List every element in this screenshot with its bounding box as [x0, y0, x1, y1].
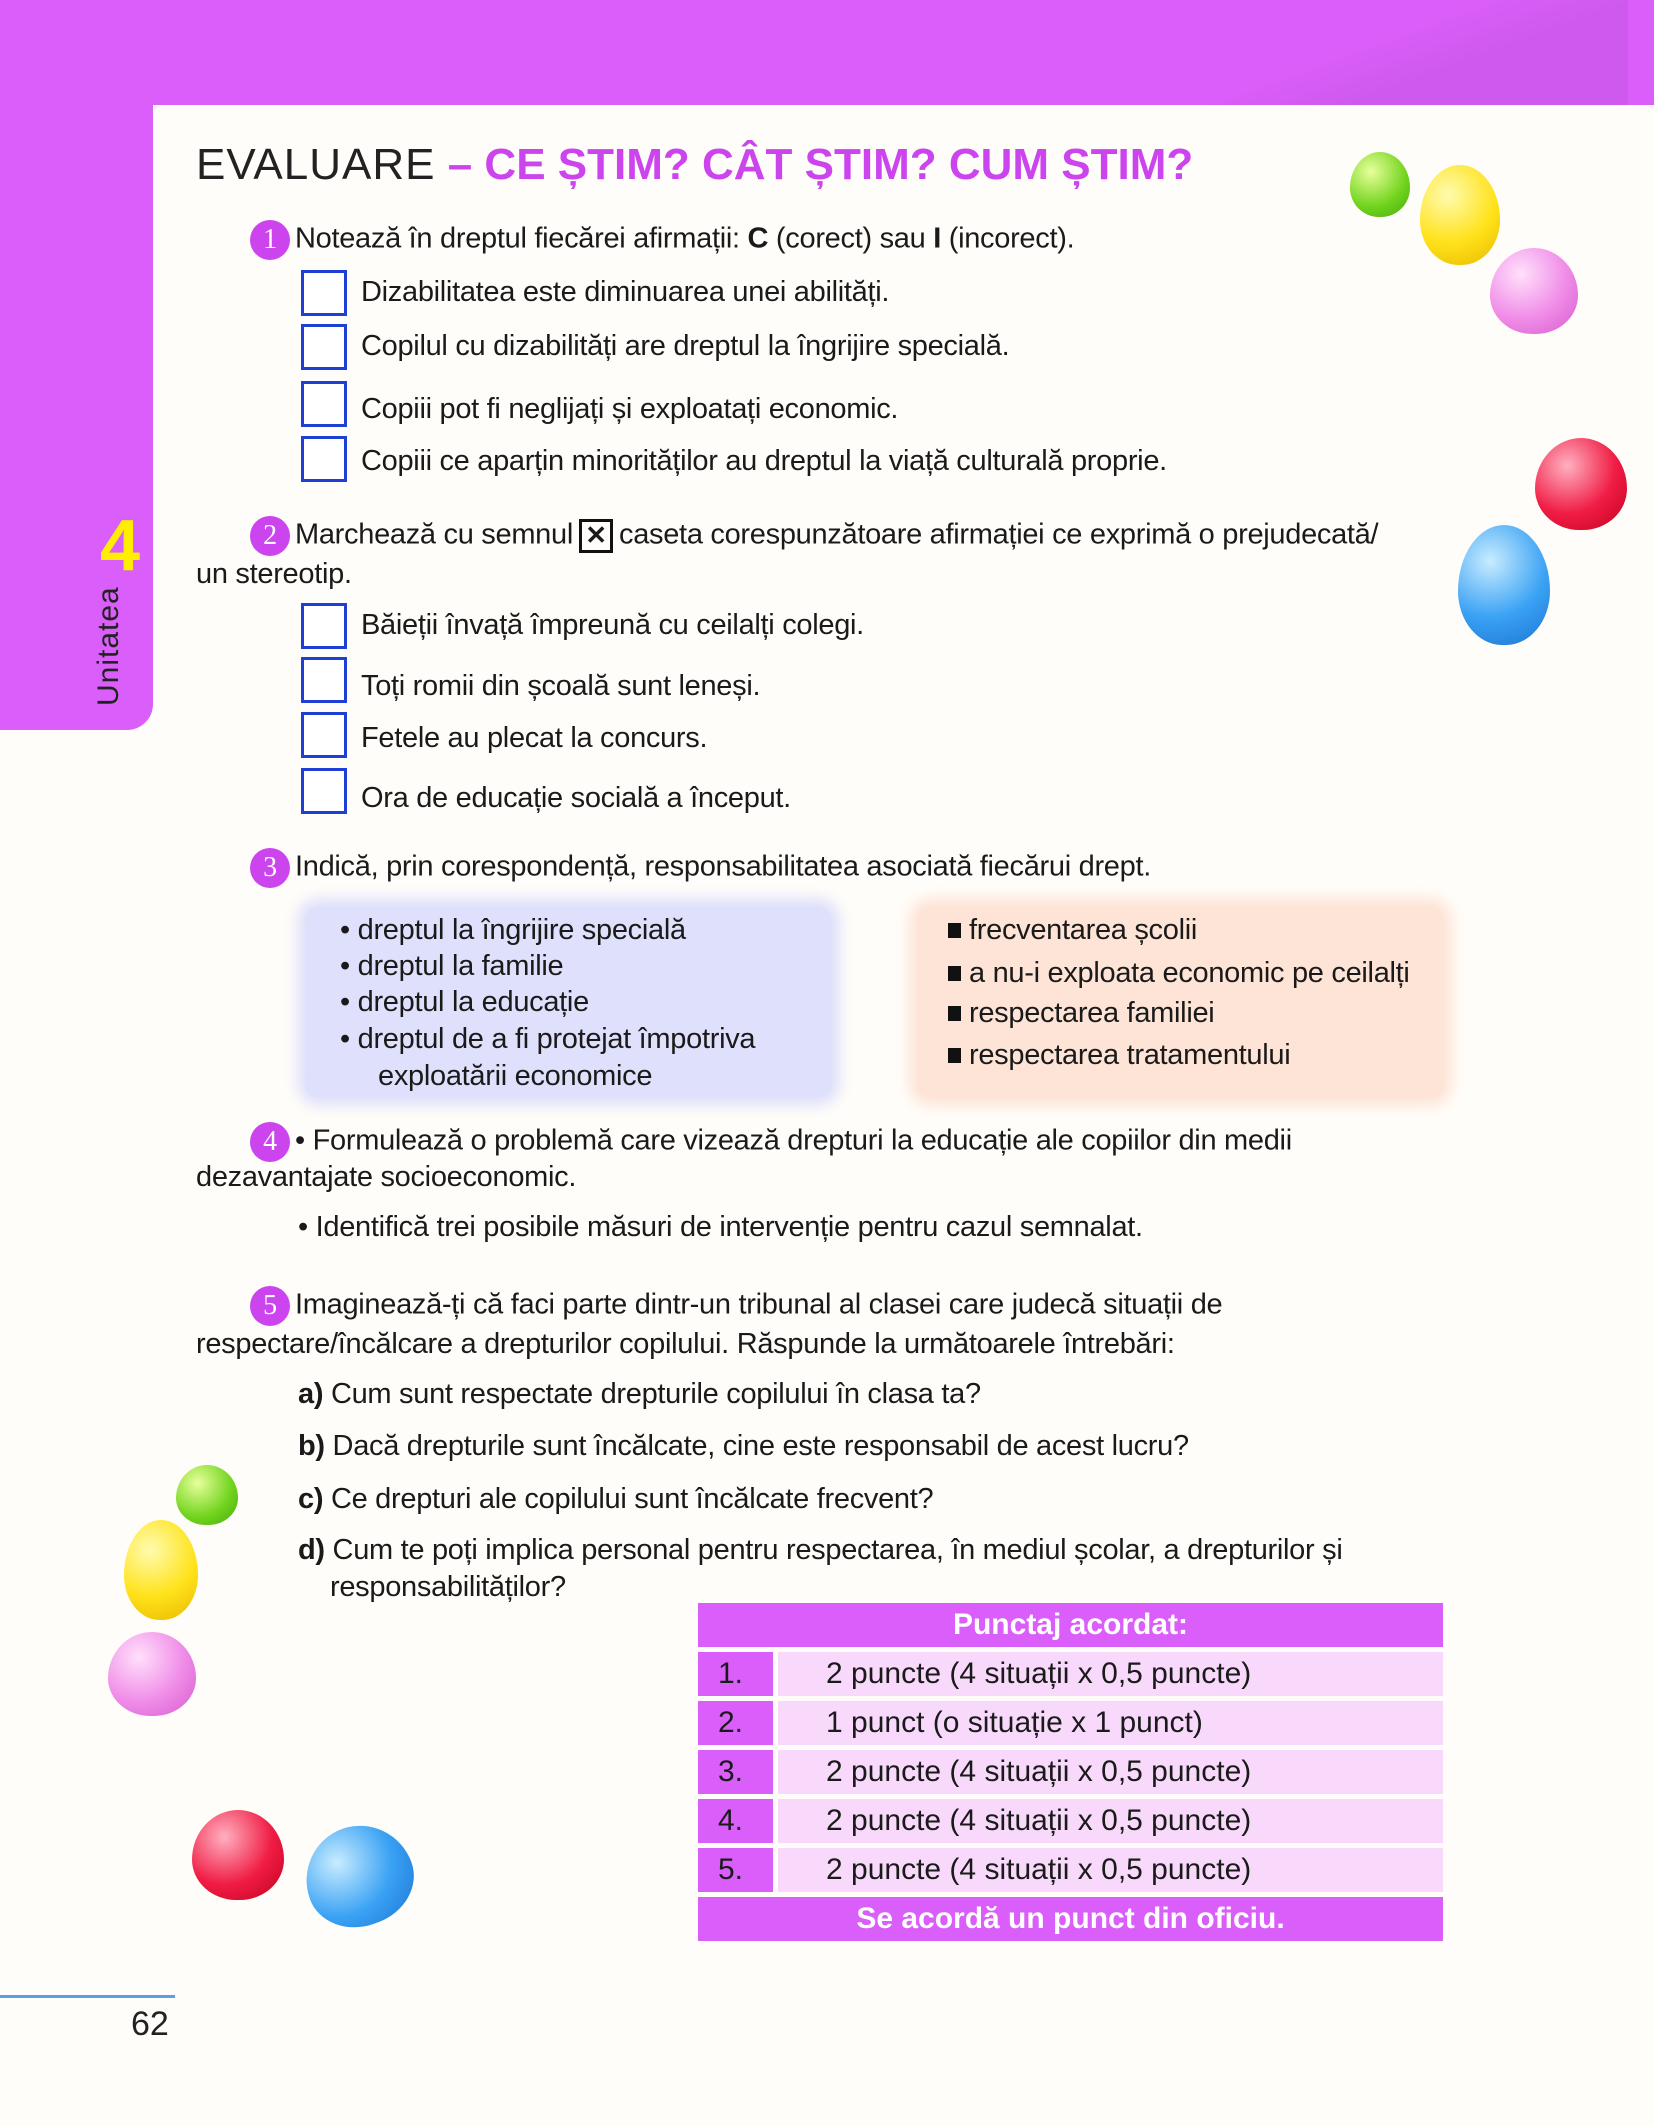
sub-text: Cum sunt respectate drepturile copilului în clasa ta? [330, 1378, 981, 1410]
sub-label: a) [298, 1378, 324, 1410]
sub-question [298, 1378, 981, 1411]
question-text: Indică, prin corespondență, responsabilitatea asociată fiecărui drept. [295, 850, 1151, 883]
statement: Copiii ce aparțin minorităților au dreptul la viață culturală proprie. [361, 445, 1167, 477]
score-table [698, 1603, 1443, 1941]
question-5 [250, 1286, 1222, 1326]
statement: Copiii pot fi neglijați și exploatați economic. [361, 393, 899, 425]
pink-balloon-icon [108, 1632, 196, 1716]
responsibility-text: respectarea tratamentului [969, 1039, 1291, 1071]
responsibility-text: a nu-i exploata economic pe ceilalți [969, 957, 1410, 989]
statement: Fetele au plecat la concurs. [361, 722, 708, 754]
yellow-balloon-icon [124, 1520, 198, 1620]
question-number-badge: 2 [250, 516, 290, 556]
yellow-balloon-icon [1420, 165, 1500, 265]
sub-text: responsabilităților? [330, 1571, 566, 1603]
score-title: Punctaj acordat: [698, 1603, 1443, 1647]
sub-label: b) [298, 1430, 325, 1462]
pink-balloon-icon [1490, 248, 1578, 334]
answer-box[interactable] [301, 324, 347, 370]
question-3 [250, 848, 1151, 888]
statement: Dizabilitatea este diminuarea unei abilități. [361, 276, 890, 308]
question-text: dezavantajate socioeconomic. [196, 1161, 577, 1193]
right-item: • dreptul la educație [340, 986, 589, 1018]
question-text: • Formulează o problemă care vizează drepturi la educație ale copiilor din medii [295, 1124, 1292, 1157]
right-item: • dreptul de a fi protejat împotriva [340, 1023, 756, 1055]
table-row [698, 1848, 1443, 1892]
row-number: 2. [698, 1701, 773, 1745]
question-text: caseta corespunzătoare afirmației ce exprimă o prejudecată/ [619, 518, 1379, 551]
title-prefix: EVALUARE [196, 140, 436, 189]
table-row [698, 1799, 1443, 1843]
question-text: (corect) sau [768, 222, 934, 255]
blue-balloon-icon [291, 1811, 427, 1942]
row-number: 3. [698, 1750, 773, 1794]
green-balloon-icon [176, 1465, 238, 1525]
square-bullet-icon [948, 1048, 961, 1063]
statement: Toți romii din școală sunt leneși. [361, 670, 761, 702]
row-value: 2 puncte (4 situații x 0,5 puncte) [778, 1799, 1443, 1843]
checkbox[interactable] [301, 768, 347, 814]
unit-label: Unitatea [92, 586, 125, 706]
question-1 [250, 220, 1074, 260]
sub-text: Ce drepturi ale copilului sunt încălcate frecvent? [330, 1483, 934, 1515]
question-number-badge: 1 [250, 220, 290, 260]
responsibility-item [948, 997, 1214, 1030]
unit-number: 4 [100, 506, 141, 586]
question-text: Imaginează-ți că faci parte dintr-un tribunal al clasei care judecă situații de [295, 1288, 1223, 1321]
responsibility-item [948, 914, 1197, 947]
question-text: Marchează cu semnul [295, 518, 573, 551]
row-value: 2 puncte (4 situații x 0,5 puncte) [778, 1652, 1443, 1696]
answer-box[interactable] [301, 436, 347, 482]
question-number-badge: 4 [250, 1122, 290, 1162]
green-balloon-icon [1350, 152, 1410, 217]
score-footer: Se acordă un punct din oficiu. [698, 1897, 1443, 1941]
sub-question [298, 1430, 1189, 1463]
header-band [0, 0, 1654, 105]
table-row [698, 1701, 1443, 1745]
row-number: 5. [698, 1848, 773, 1892]
square-bullet-icon [948, 1006, 961, 1021]
page-number: 62 [131, 2005, 169, 2043]
statement: Ora de educație socială a început. [361, 782, 791, 814]
responsibility-item [948, 1039, 1290, 1072]
table-row [698, 1750, 1443, 1794]
right-item: • dreptul la îngrijire specială [340, 914, 686, 946]
page-title [196, 140, 1193, 190]
row-value: 2 puncte (4 situații x 0,5 puncte) [778, 1750, 1443, 1794]
right-item: exploatării economice [378, 1060, 653, 1092]
question-text: un stereotip. [196, 558, 352, 590]
checkbox[interactable] [301, 712, 347, 758]
question-text: • Identifică trei posibile măsuri de intervenție pentru cazul semnalat. [298, 1211, 1143, 1243]
statement: Băieții învață împreună cu ceilalți colegi. [361, 609, 864, 641]
square-bullet-icon [948, 966, 961, 981]
question-text: respectare/încălcare a drepturilor copilului. Răspunde la următoarele întrebări: [196, 1328, 1175, 1360]
sub-label: c) [298, 1483, 324, 1515]
question-4 [250, 1122, 1292, 1162]
title-main: – CE ȘTIM? CÂT ȘTIM? CUM ȘTIM? [447, 140, 1194, 189]
red-balloon-icon [1535, 438, 1627, 530]
sub-label: d) [298, 1534, 325, 1566]
table-row [698, 1652, 1443, 1696]
row-value: 1 punct (o situație x 1 punct) [778, 1701, 1443, 1745]
checked-box-icon: ✕ [579, 519, 613, 553]
sub-question [298, 1534, 1342, 1567]
question-text: Notează în dreptul fiecărei afirmații: [295, 222, 748, 255]
sub-text: Dacă drepturile sunt încălcate, cine este responsabil de acest lucru? [332, 1430, 1189, 1462]
sub-text: Cum te poți implica personal pentru respectarea, în mediul școlar, a drepturilor și [332, 1534, 1343, 1566]
sub-question [298, 1483, 933, 1516]
answer-box[interactable] [301, 381, 347, 427]
responsibility-item [948, 957, 1410, 990]
label-i: I [933, 222, 941, 255]
row-value: 2 puncte (4 situații x 0,5 puncte) [778, 1848, 1443, 1892]
square-bullet-icon [948, 923, 961, 938]
red-balloon-icon [192, 1810, 284, 1900]
unit-sidebar-tab [0, 0, 153, 730]
question-number-badge: 3 [250, 848, 290, 888]
footer-line [0, 1995, 175, 1998]
label-c: C [747, 222, 769, 255]
blue-balloon-icon [1458, 525, 1550, 645]
responsibility-text: frecventarea școlii [969, 914, 1198, 946]
checkbox[interactable] [301, 603, 347, 649]
responsibility-text: respectarea familiei [969, 997, 1215, 1029]
row-number: 4. [698, 1799, 773, 1843]
statement: Copilul cu dizabilități are dreptul la îngrijire specială. [361, 330, 1010, 362]
checkbox[interactable] [301, 657, 347, 703]
right-item: • dreptul la familie [340, 950, 564, 982]
row-number: 1. [698, 1652, 773, 1696]
question-text: (incorect). [940, 222, 1075, 255]
question-number-badge: 5 [250, 1286, 290, 1326]
answer-box[interactable] [301, 270, 347, 316]
question-2 [250, 516, 1378, 556]
